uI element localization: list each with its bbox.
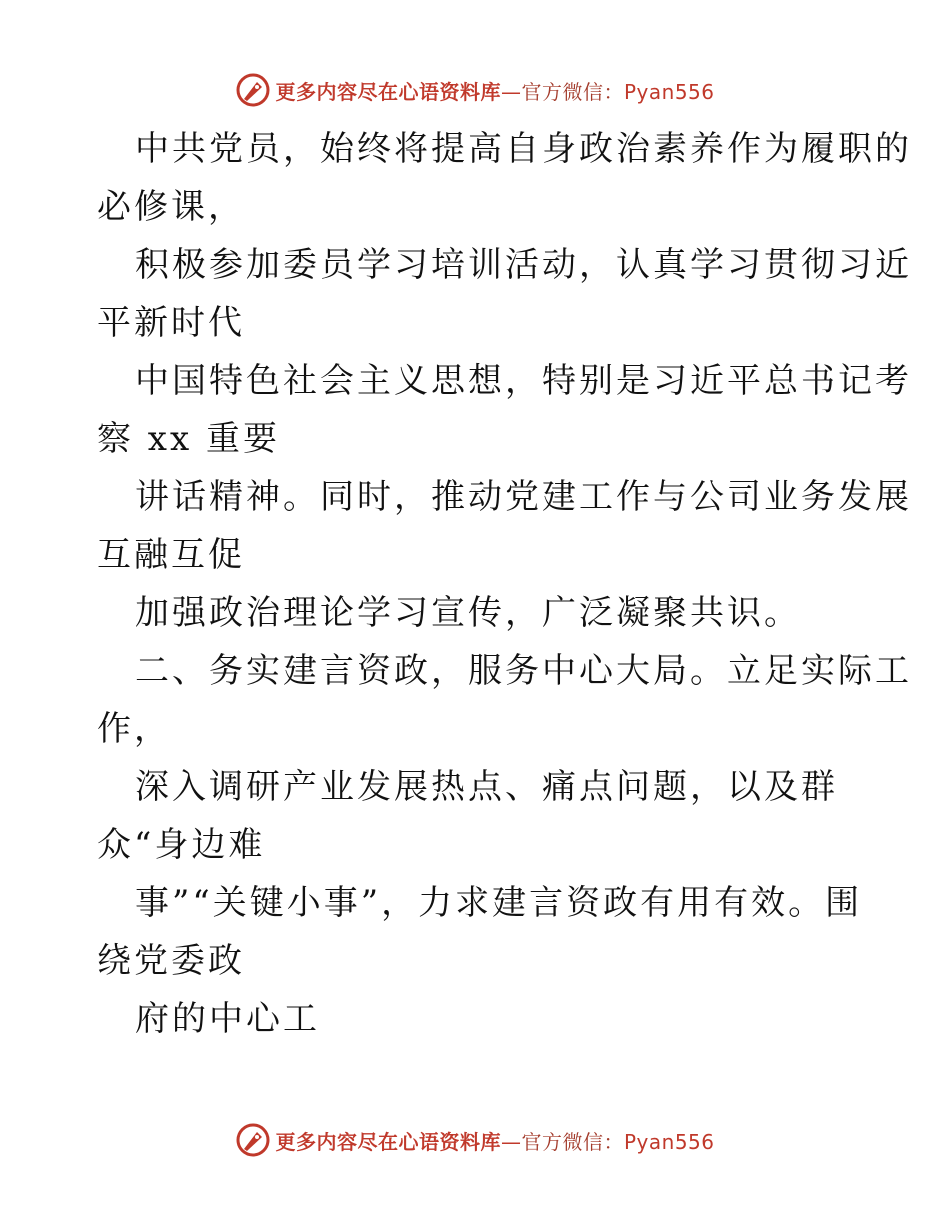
watermark-main-text: 更多内容尽在心语资料库 [275,1129,501,1154]
watermark-dash: — [500,79,522,104]
watermark-wechat-id: Pyan556 [623,1129,715,1154]
text-line: 平新时代 [97,303,245,343]
footer-watermark [0,1120,950,1160]
watermark-dash: — [500,1129,522,1154]
text-line: 察 xx 重要 [97,419,280,459]
text-line: 中共党员，始终将提高自身政治素养作为履职的 [135,129,912,169]
document-body [97,120,912,1048]
pen-nib-logo-icon [235,72,271,108]
watermark-text [275,1126,714,1155]
text-line: 众“身边难 [97,825,266,865]
text-line: 加强政治理论学习宣传，广泛凝聚共识。 [135,593,801,633]
text-line: 必修课， [97,187,245,227]
text-line: 作， [97,709,171,749]
text-line: 绕党委政 [97,941,245,981]
watermark-text [275,76,714,105]
text-line: 讲话精神。同时，推动党建工作与公司业务发展 [135,477,912,517]
watermark-wechat-label: 官方微信： [521,79,624,104]
text-line: 积极参加委员学习培训活动，认真学习贯彻习近 [135,245,912,285]
header-watermark [0,70,950,110]
text-line: 二、务实建言资政，服务中心大局。立足实际工 [135,651,912,691]
text-line: 府的中心工 [135,999,320,1039]
pen-nib-logo-icon [235,1122,271,1158]
text-line: 互融互促 [97,535,245,575]
text-line: 事”“关键小事”，力求建言资政有用有效。围 [135,883,863,923]
text-line: 深入调研产业发展热点、痛点问题，以及群 [135,767,838,807]
watermark-main-text: 更多内容尽在心语资料库 [275,79,501,104]
text-line: 中国特色社会主义思想，特别是习近平总书记考 [135,361,912,401]
watermark-wechat-label: 官方微信： [521,1129,624,1154]
watermark-wechat-id: Pyan556 [623,79,715,104]
